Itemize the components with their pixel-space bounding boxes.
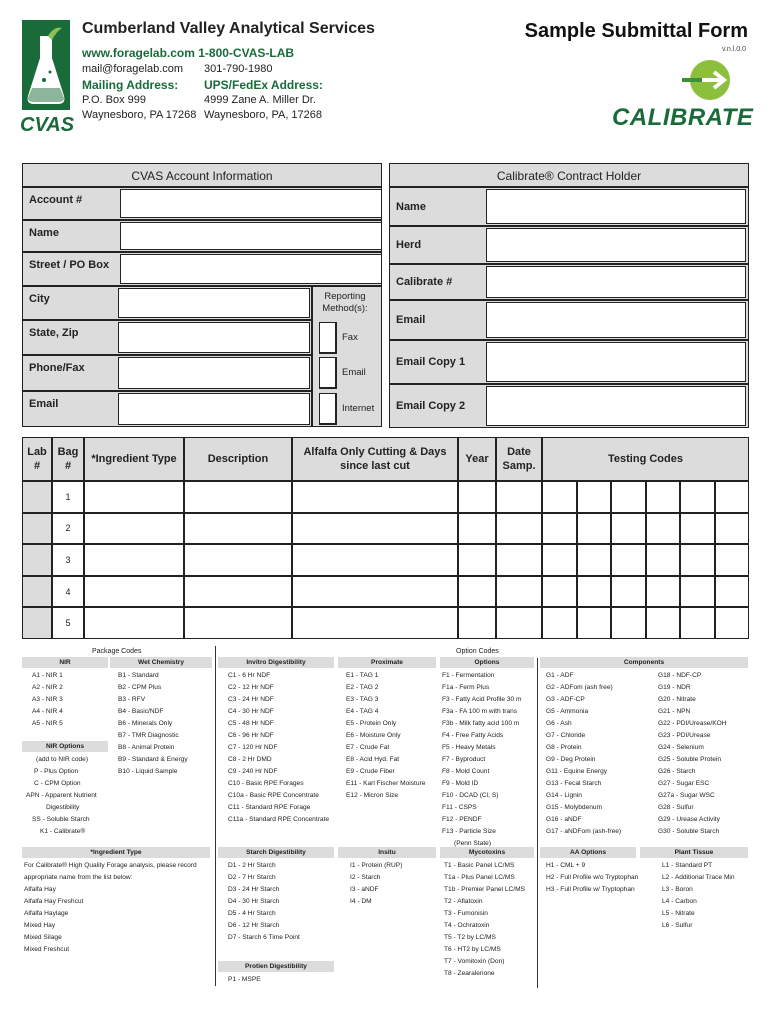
table-cell-testing-code[interactable] (611, 544, 646, 576)
aa-option-code: H3 - Full Profile w/ Tryptophan (546, 886, 635, 893)
table-cell-testing-code[interactable] (611, 576, 646, 608)
proximate-code: E2 - TAG 2 (346, 684, 379, 691)
option-code: (Penn State) (454, 840, 492, 847)
aa-options-heading: AA Options (540, 847, 636, 858)
option-code: F12 - PENDF (442, 816, 482, 823)
components-heading: Components (540, 657, 748, 668)
starch-digestibility-heading: Starch Digestibility (218, 847, 334, 858)
component-code: G24 - Selenium (658, 744, 704, 751)
mailing-line1: P.O. Box 999 (82, 94, 147, 106)
wet-chemistry-code: B4 - Basic/NDF (118, 708, 164, 715)
component-code: G27a - Sugar WSC (658, 792, 715, 799)
plant-tissue-code: L6 - Sulfur (662, 922, 693, 929)
component-code: G23 - PDI/Urease (658, 732, 711, 739)
contract-field-label: Herd (389, 226, 749, 264)
ingredient-type-item: Alfalfa Hay Freshcut (24, 898, 84, 905)
component-code: G30 - Soluble Starch (658, 828, 720, 835)
account-field-input[interactable] (118, 357, 310, 389)
invitro-code: C10a - Basic RPE Concentrate (228, 792, 319, 799)
option-code: F3a - FA 100 m with trans (442, 708, 518, 715)
aa-option-code: H2 - Full Profile w/o Tryptophan (546, 874, 639, 881)
wet-chemistry-code: B10 - Liquid Sample (118, 768, 178, 775)
wet-chemistry-code: B1 - Standard (118, 672, 159, 679)
reporting-method-label: Internet (342, 403, 375, 414)
table-cell-input[interactable] (184, 576, 292, 608)
ups-line1: 4999 Zane A. Miller Dr. (204, 94, 316, 106)
proximate-code: E9 - Crude Fiber (346, 768, 395, 775)
table-header-col-bag: Bag # (52, 437, 84, 481)
ingredient-type-item: Mixed Freshcut (24, 946, 70, 953)
contract-field-label: Email Copy 1 (389, 340, 749, 384)
nir-code: A4 - NIR 4 (32, 708, 63, 715)
account-field-input[interactable] (120, 254, 382, 284)
table-cell-testing-code[interactable] (577, 513, 612, 545)
invitro-code: C11 - Standard RPE Forage (228, 804, 311, 811)
table-cell-input[interactable] (458, 607, 496, 639)
starch-code: D1 - 2 Hr Starch (228, 862, 276, 869)
ingredient-type-item: Mixed Silage (24, 934, 62, 941)
wet-chemistry-code: B6 - Minerals Only (118, 720, 173, 727)
component-code: G22 - PDI/Urease/KOH (658, 720, 727, 727)
invitro-heading: Invitro Digestibility (218, 657, 334, 668)
mycotoxin-code: T1a - Plus Panel LC/MS (444, 874, 515, 881)
table-cell-input[interactable] (458, 513, 496, 545)
table-cell-testing-code[interactable] (680, 513, 715, 545)
table-cell-bag-number: 1 (52, 481, 84, 513)
reporting-method-label: Fax (342, 332, 358, 343)
component-code: G5 - Ammonia (546, 708, 589, 715)
table-cell-input[interactable] (496, 576, 542, 608)
table-cell-testing-code[interactable] (646, 576, 681, 608)
table-cell-testing-code[interactable] (646, 607, 681, 639)
nir-code: A3 - NIR 3 (32, 696, 63, 703)
starch-code: D5 - 4 Hr Starch (228, 910, 276, 917)
table-cell-input[interactable] (496, 544, 542, 576)
option-code: F13 - Particle Size (442, 828, 496, 835)
table-cell-testing-code[interactable] (680, 607, 715, 639)
wet-chemistry-code: B2 - CPM Plus (118, 684, 162, 691)
component-code: G29 - Urease Activity (658, 816, 720, 823)
mycotoxin-code: T8 - Zearalenone (444, 970, 495, 977)
table-cell-input[interactable] (184, 607, 292, 639)
option-code: F11 - CSPS (442, 804, 477, 811)
account-field-input[interactable] (120, 189, 382, 218)
contract-field-input[interactable] (486, 302, 746, 338)
insitu-heading: Insitu (338, 847, 436, 858)
nir-option-code: Digestibility (46, 804, 80, 811)
mycotoxin-code: T1 - Basic Panel LC/MS (444, 862, 515, 869)
table-cell-testing-code[interactable] (542, 607, 577, 639)
table-cell-lab (22, 513, 52, 545)
component-code: G17 - aNDFom (ash-free) (546, 828, 622, 835)
contract-field-label: Calibrate # (389, 264, 749, 300)
component-code: G20 - Nitrate (658, 696, 696, 703)
contract-section-header: Calibrate® Contract Holder (389, 163, 749, 187)
nir-option-code: APN - Apparent Nutrient (26, 792, 97, 799)
component-code: G18 - NDF-CP (658, 672, 702, 679)
table-header-col-date: Date Samp. (496, 437, 542, 481)
ups-address-label: UPS/FedEx Address: (204, 78, 323, 92)
wet-chemistry-code: B9 - Standard & Energy (118, 756, 188, 763)
table-cell-input[interactable] (496, 607, 542, 639)
invitro-code: C1 - 6 Hr NDF (228, 672, 271, 679)
calibrate-logo (612, 58, 752, 132)
mycotoxin-code: T5 - T2 by LC/MS (444, 934, 496, 941)
option-code: F7 - Byproduct (442, 756, 486, 763)
table-cell-testing-code[interactable] (715, 544, 750, 576)
table-cell-testing-code[interactable] (646, 481, 681, 513)
table-cell-testing-code[interactable] (542, 544, 577, 576)
account-field-label: Email (22, 391, 312, 427)
company-email: mail@foragelab.com (82, 63, 184, 75)
form-version: v.n.l.0.0 (722, 46, 746, 53)
option-code: F4 - Free Fatty Acids (442, 732, 504, 739)
component-code: G25 - Soluble Protein (658, 756, 722, 763)
account-field-label: Name (22, 220, 382, 252)
reporting-method-checkbox[interactable] (319, 393, 337, 425)
mycotoxin-code: T6 - HT2 by LC/MS (444, 946, 501, 953)
table-cell-bag-number: 3 (52, 544, 84, 576)
protein-code: P1 - MSPE (228, 976, 261, 983)
nir-options-heading: NIR Options (22, 741, 108, 752)
nir-option-code: SS - Soluble Starch (32, 816, 90, 823)
protein-digestibility-heading: Protien Digestibility (218, 961, 334, 972)
option-code: F10 - DCAD (Cl, S) (442, 792, 499, 799)
aa-option-code: H1 - CML + 9 (546, 862, 586, 869)
component-code: G26 - Starch (658, 768, 696, 775)
mycotoxin-code: T1b - Premier Panel LC/MS (444, 886, 525, 893)
form-title: Sample Submittal Form (524, 20, 748, 42)
component-code: G8 - Protein (546, 744, 582, 751)
component-code: G13 - Fecal Starch (546, 780, 602, 787)
invitro-code: C9 - 240 Hr NDF (228, 768, 278, 775)
nir-option-code: K1 - Calibrate® (40, 828, 86, 835)
table-cell-input[interactable] (84, 576, 184, 608)
option-codes-title: Option Codes (456, 648, 499, 655)
table-cell-bag-number: 4 (52, 576, 84, 608)
contract-field-label: Email (389, 300, 749, 340)
table-cell-bag-number: 5 (52, 607, 84, 639)
table-cell-input[interactable] (458, 481, 496, 513)
table-cell-lab (22, 481, 52, 513)
table-header-col-testing-codes: Testing Codes (542, 437, 749, 481)
table-header-col-alfalfa: Alfalfa Only Cutting & Days since last cut (292, 437, 458, 481)
account-field-label: Account # (22, 187, 382, 220)
component-code: G16 - aNDF (546, 816, 582, 823)
table-cell-testing-code[interactable] (577, 576, 612, 608)
proximate-code: E12 - Micron Size (346, 792, 399, 799)
contract-field-label: Email Copy 2 (389, 384, 749, 428)
table-cell-input[interactable] (496, 513, 542, 545)
proximate-code: E8 - Acid Hyd. Fat (346, 756, 400, 763)
table-cell-input[interactable] (84, 481, 184, 513)
invitro-code: C6 - 96 Hr NDF (228, 732, 274, 739)
starch-code: D4 - 30 Hr Starch (228, 898, 280, 905)
table-cell-input[interactable] (292, 481, 458, 513)
reporting-method-label: Email (342, 367, 366, 378)
invitro-code: C4 - 30 Hr NDF (228, 708, 274, 715)
insitu-code: I2 - Starch (350, 874, 381, 881)
table-header-col-year: Year (458, 437, 496, 481)
contract-field-input[interactable] (486, 342, 746, 382)
proximate-code: E3 - TAG 3 (346, 696, 379, 703)
option-code: F3 - Fatty Acid Profile 30 m (442, 696, 522, 703)
table-cell-lab (22, 576, 52, 608)
table-cell-input[interactable] (84, 544, 184, 576)
ups-line2: Waynesboro, PA, 17268 (204, 109, 323, 121)
plant-tissue-code: L1 - Standard PT (662, 862, 713, 869)
table-cell-input[interactable] (292, 513, 458, 545)
proximate-code: E5 - Protein Only (346, 720, 397, 727)
ingredient-type-item: For Calibrate® High Quality Forage analysis, please record (24, 862, 197, 869)
plant-tissue-heading: Plant Tissue (640, 847, 748, 858)
invitro-code: C2 - 12 Hr NDF (228, 684, 274, 691)
invitro-code: C5 - 48 Hr NDF (228, 720, 274, 727)
component-code: G7 - Chloride (546, 732, 586, 739)
table-cell-input[interactable] (84, 513, 184, 545)
account-field-label: City (22, 286, 312, 320)
component-code: G11 - Equine Energy (546, 768, 608, 775)
contract-field-input[interactable] (486, 386, 746, 426)
option-code: F1a - Ferm Plus (442, 684, 490, 691)
account-field-input[interactable] (118, 393, 310, 425)
proximate-heading: Proximate (338, 657, 436, 668)
column-divider (537, 658, 538, 988)
component-code: G15 - Molybdenum (546, 804, 603, 811)
account-field-input[interactable] (118, 288, 310, 318)
table-cell-testing-code[interactable] (577, 607, 612, 639)
component-code: G28 - Sulfur (658, 804, 694, 811)
proximate-code: E4 - TAG 4 (346, 708, 379, 715)
table-cell-testing-code[interactable] (715, 576, 750, 608)
cvas-logo-text: CVAS (20, 114, 75, 136)
reporting-method-checkbox[interactable] (319, 322, 337, 354)
mycotoxin-code: T4 - Ochratoxin (444, 922, 490, 929)
account-field-label: State, Zip (22, 320, 312, 355)
table-cell-testing-code[interactable] (577, 481, 612, 513)
option-code: F5 - Heavy Metals (442, 744, 496, 751)
mycotoxins-heading: Mycotoxins (440, 847, 534, 858)
contract-field-input[interactable] (486, 266, 746, 298)
wet-chemistry-heading: Wet Chemistry (110, 657, 212, 668)
account-field-input[interactable] (120, 222, 382, 250)
column-divider (215, 646, 216, 986)
wet-chemistry-code: B7 - TMR Diagnostic (118, 732, 179, 739)
invitro-code: C3 - 24 Hr NDF (228, 696, 274, 703)
table-cell-testing-code[interactable] (611, 481, 646, 513)
contract-field-label: Name (389, 187, 749, 226)
component-code: G1 - ADF (546, 672, 574, 679)
table-cell-input[interactable] (292, 576, 458, 608)
mailing-address-label: Mailing Address: (82, 78, 179, 92)
invitro-code: C7 - 120 Hr NDF (228, 744, 278, 751)
package-codes-title: Package Codes (92, 648, 142, 655)
table-cell-testing-code[interactable] (646, 513, 681, 545)
table-cell-input[interactable] (292, 607, 458, 639)
mycotoxin-code: T7 - Vomitoxin (Don) (444, 958, 505, 965)
account-section-header: CVAS Account Information (22, 163, 382, 187)
ingredient-type-item: appropriate name from the list below: (24, 874, 133, 881)
table-header-col-lab: Lab # (22, 437, 52, 481)
table-cell-input[interactable] (84, 607, 184, 639)
plant-tissue-code: L5 - Nitrate (662, 910, 695, 917)
starch-code: D2 - 7 Hr Starch (228, 874, 276, 881)
cvas-logo (18, 18, 74, 142)
option-code: F8 - Mold Count (442, 768, 490, 775)
insitu-code: I4 - DM (350, 898, 372, 905)
mycotoxin-code: T2 - Aflatoxin (444, 898, 483, 905)
table-cell-testing-code[interactable] (611, 607, 646, 639)
nir-heading: NIR (22, 657, 108, 668)
starch-code: D6 - 12 Hr Starch (228, 922, 280, 929)
table-cell-testing-code[interactable] (577, 544, 612, 576)
plant-tissue-code: L2 - Additional Trace Min (662, 874, 735, 881)
option-code: F3b - Milk fatty acid 100 m (442, 720, 520, 727)
wet-chemistry-code: B3 - RFV (118, 696, 146, 703)
reporting-method-checkbox[interactable] (319, 357, 337, 389)
table-cell-input[interactable] (184, 481, 292, 513)
table-cell-testing-code[interactable] (680, 576, 715, 608)
table-header-col-ingredient: *Ingredient Type (84, 437, 184, 481)
component-code: G27 - Sugar ESC (658, 780, 710, 787)
insitu-code: I3 - aNDF (350, 886, 379, 893)
contract-field-input[interactable] (486, 228, 746, 262)
table-cell-testing-code[interactable] (542, 513, 577, 545)
calibrate-logo-text: CALIBRATE (612, 104, 754, 131)
component-code: G3 - ADF-CP (546, 696, 585, 703)
option-code: F1 - Fermentation (442, 672, 495, 679)
account-field-input[interactable] (118, 322, 310, 353)
nir-option-code: P - Plus Option (34, 768, 79, 775)
options-heading: Options (440, 657, 534, 668)
reporting-method-label: Reporting Method(s): (322, 291, 368, 314)
mycotoxin-code: T3 - Fumonisin (444, 910, 488, 917)
invitro-code: C11a - Standard RPE Concentrate (228, 816, 330, 823)
component-code: G6 - Ash (546, 720, 572, 727)
nir-option-code: C - CPM Option (34, 780, 81, 787)
nir-option-code: (add to NIR code) (36, 756, 89, 763)
ingredient-type-item: Alfalfa Hay (24, 886, 56, 893)
table-cell-lab (22, 544, 52, 576)
component-code: G19 - NDR (658, 684, 691, 691)
table-cell-testing-code[interactable] (715, 513, 750, 545)
table-cell-input[interactable] (184, 513, 292, 545)
company-name: Cumberland Valley Analytical Services (82, 20, 375, 37)
table-cell-input[interactable] (458, 576, 496, 608)
table-cell-testing-code[interactable] (715, 607, 750, 639)
mailing-line2: Waynesboro, PA 17268 (82, 109, 197, 121)
account-field-label: Phone/Fax (22, 355, 312, 391)
ingredient-type-item: Alfalfa Haylage (24, 910, 69, 917)
table-cell-testing-code[interactable] (542, 576, 577, 608)
contract-field-input[interactable] (486, 189, 746, 224)
ingredient-type-item: Mixed Hay (24, 922, 56, 929)
company-fax: 301-790-1980 (204, 63, 273, 75)
table-cell-testing-code[interactable] (715, 481, 750, 513)
plant-tissue-code: L3 - Boron (662, 886, 693, 893)
table-cell-bag-number: 2 (52, 513, 84, 545)
nir-code: A1 - NIR 1 (32, 672, 63, 679)
table-cell-testing-code[interactable] (611, 513, 646, 545)
component-code: G2 - ADFom (ash free) (546, 684, 613, 691)
table-cell-input[interactable] (496, 481, 542, 513)
proximate-code: E7 - Crude Fat (346, 744, 390, 751)
plant-tissue-code: L4 - Carbon (662, 898, 697, 905)
table-cell-input[interactable] (184, 544, 292, 576)
invitro-code: C8 - 2 Hr DMD (228, 756, 272, 763)
website-phone: www.foragelab.com 1-800-CVAS-LAB (82, 46, 295, 60)
component-code: G9 - Deg Protein (546, 756, 596, 763)
wet-chemistry-code: B8 - Animal Protein (118, 744, 175, 751)
table-header-col-description: Description (184, 437, 292, 481)
table-cell-input[interactable] (292, 544, 458, 576)
table-cell-testing-code[interactable] (646, 544, 681, 576)
nir-code: A2 - NIR 2 (32, 684, 63, 691)
proximate-code: E1 - TAG 1 (346, 672, 379, 679)
option-code: F9 - Mold ID (442, 780, 479, 787)
starch-code: D3 - 24 Hr Starch (228, 886, 280, 893)
ingredient-type-heading: *Ingredient Type (22, 847, 210, 858)
table-cell-testing-code[interactable] (680, 544, 715, 576)
table-cell-lab (22, 607, 52, 639)
table-cell-testing-code[interactable] (542, 481, 577, 513)
component-code: G21 - NPN (658, 708, 691, 715)
component-code: G14 - Lignin (546, 792, 582, 799)
account-field-label: Street / PO Box (22, 252, 382, 286)
table-cell-testing-code[interactable] (680, 481, 715, 513)
table-cell-input[interactable] (458, 544, 496, 576)
invitro-code: C10 - Basic RPE Forages (228, 780, 304, 787)
proximate-code: E11 - Karl Fischer Moisture (346, 780, 426, 787)
proximate-code: E6 - Moisture Only (346, 732, 401, 739)
starch-code: D7 - Starch 6 Time Point (228, 934, 300, 941)
insitu-code: I1 - Protein (RUP) (350, 862, 403, 869)
nir-code: A5 - NIR 5 (32, 720, 63, 727)
